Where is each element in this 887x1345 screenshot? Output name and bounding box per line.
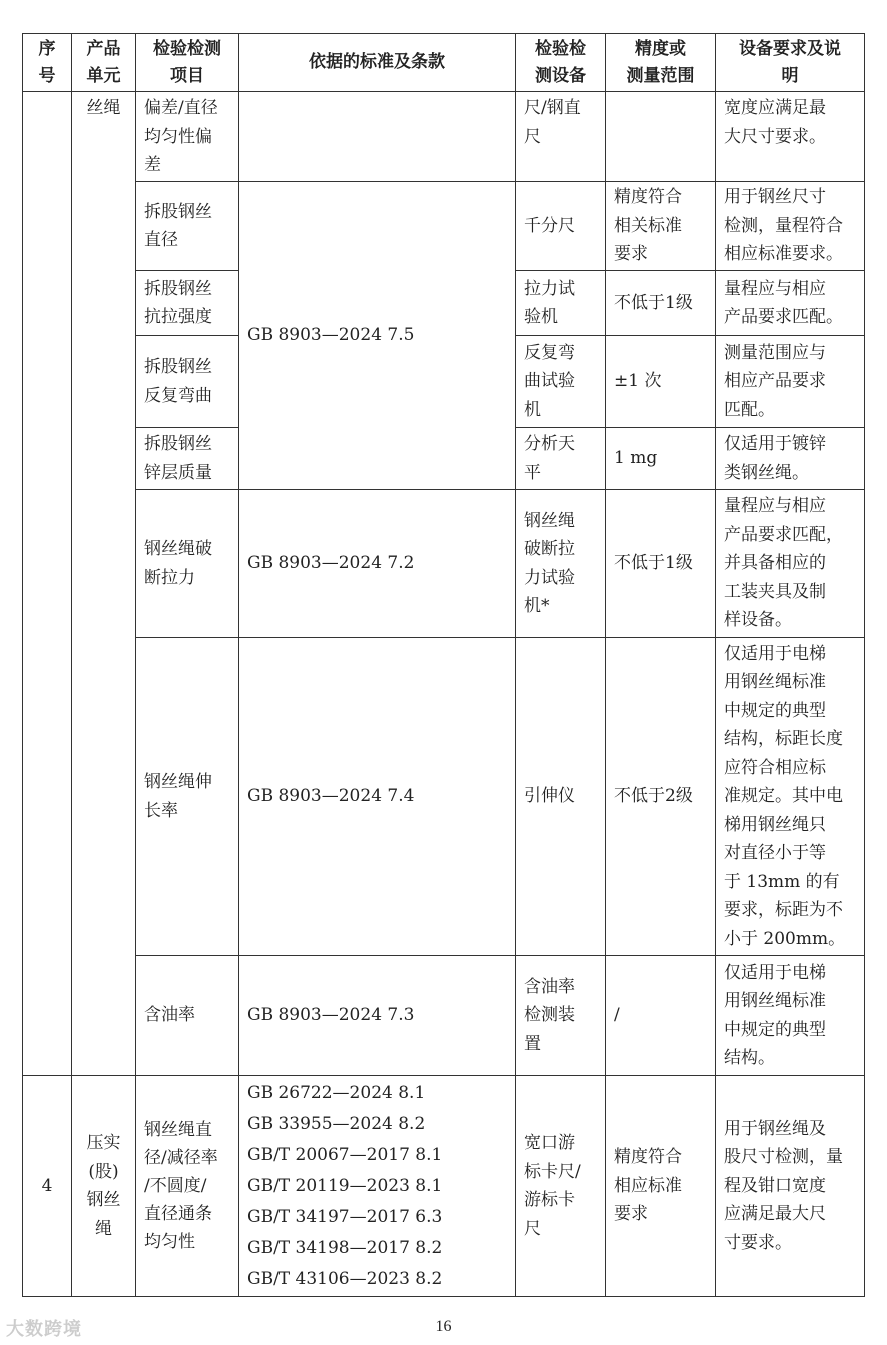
item-cell: 钢丝绳伸 长率 [136, 638, 239, 956]
item-cell: 拆股钢丝 锌层质量 [136, 428, 239, 490]
equipment-cell: 拉力试 验机 [516, 271, 606, 336]
header-seq: 序 号 [23, 34, 72, 92]
table-row [23, 956, 865, 1076]
note-cell: 仅适用于镀锌 类钢丝绳。 [716, 428, 865, 490]
item-cell: 偏差/直径 均匀性偏 差 [136, 92, 239, 182]
equipment-cell: 分析天 平 [516, 428, 606, 490]
header-precision: 精度或 测量范围 [606, 34, 716, 92]
item-cell: 钢丝绳直 径/减径率 /不圆度/ 直径通条 均匀性 [136, 1076, 239, 1297]
precision-cell: / [606, 956, 716, 1076]
table-row [23, 1076, 865, 1297]
item-cell: 含油率 [136, 956, 239, 1076]
unit-cell: 丝绳 [72, 92, 136, 1076]
header-standard: 依据的标准及条款 [239, 34, 516, 92]
standard-cell: GB 8903—2024 7.2 [239, 490, 516, 638]
precision-cell: 精度符合 相应标准 要求 [606, 1076, 716, 1297]
equipment-cell: 钢丝绳 破断拉 力试验 机* [516, 490, 606, 638]
precision-cell: 1 mg [606, 428, 716, 490]
page-number: 16 [435, 1318, 452, 1335]
note-cell: 测量范围应与 相应产品要求 匹配。 [716, 336, 865, 428]
seq-cell [23, 92, 72, 1076]
unit-cell: 压实 (股) 钢丝 绳 [72, 1076, 136, 1297]
equipment-cell: 含油率 检测装 置 [516, 956, 606, 1076]
seq-cell: 4 [23, 1076, 72, 1297]
header-item: 检验检测 项目 [136, 34, 239, 92]
precision-cell: 精度符合 相关标准 要求 [606, 182, 716, 271]
precision-cell: 不低于1级 [606, 490, 716, 638]
standard-cell: GB 8903—2024 7.4 [239, 638, 516, 956]
note-cell: 用于钢丝绳及 股尺寸检测，量 程及钳口宽度 应满足最大尺 寸要求。 [716, 1076, 865, 1297]
equipment-cell: 尺/钢直 尺 [516, 92, 606, 182]
note-cell: 仅适用于电梯 用钢丝绳标准 中规定的典型 结构，标距长度 应符合相应标 准规定。其中电 梯用钢丝绳只 对直径小于等 于 13mm 的有 要求，标距为不 小于 200mm。 [716, 638, 865, 956]
precision-cell: 不低于2级 [606, 638, 716, 956]
item-cell: 钢丝绳破 断拉力 [136, 490, 239, 638]
precision-cell: ±1 次 [606, 336, 716, 428]
table-row [23, 638, 865, 956]
equipment-cell: 宽口游 标卡尺/ 游标卡 尺 [516, 1076, 606, 1297]
precision-cell: 不低于1级 [606, 271, 716, 336]
watermark-logo: 大数跨境 [6, 1319, 82, 1340]
table-row [23, 182, 865, 271]
header-note: 设备要求及说 明 [716, 34, 865, 92]
header-equipment: 检验检 测设备 [516, 34, 606, 92]
header-unit: 产品 单元 [72, 34, 136, 92]
table-row [23, 92, 865, 182]
equipment-cell: 反复弯 曲试验 机 [516, 336, 606, 428]
standard-cell: GB 8903—2024 7.5 [239, 182, 516, 490]
note-cell: 宽度应满足最 大尺寸要求。 [716, 92, 865, 182]
equipment-cell: 千分尺 [516, 182, 606, 271]
precision-cell [606, 92, 716, 182]
table-row [23, 490, 865, 638]
inspection-table [22, 33, 865, 1297]
standard-cell [239, 92, 516, 182]
standard-cell: GB 8903—2024 7.3 [239, 956, 516, 1076]
item-cell: 拆股钢丝 抗拉强度 [136, 271, 239, 336]
item-cell: 拆股钢丝 反复弯曲 [136, 336, 239, 428]
equipment-cell: 引伸仪 [516, 638, 606, 956]
note-cell: 量程应与相应 产品要求匹配， 并具备相应的 工装夹具及制 样设备。 [716, 490, 865, 638]
item-cell: 拆股钢丝 直径 [136, 182, 239, 271]
note-cell: 用于钢丝尺寸 检测，量程符合 相应标准要求。 [716, 182, 865, 271]
note-cell: 仅适用于电梯 用钢丝绳标准 中规定的典型 结构。 [716, 956, 865, 1076]
standard-cell: GB 26722—2024 8.1 GB 33955—2024 8.2 GB/T 20067—2017 8.1 GB/T 20119—2023 8.1 GB/T 34197—2017 6.3 GB/T 34198—2017 8.2 GB/T 43106—2023 8.2 [239, 1076, 516, 1297]
note-cell: 量程应与相应 产品要求匹配。 [716, 271, 865, 336]
header-row [23, 34, 865, 92]
